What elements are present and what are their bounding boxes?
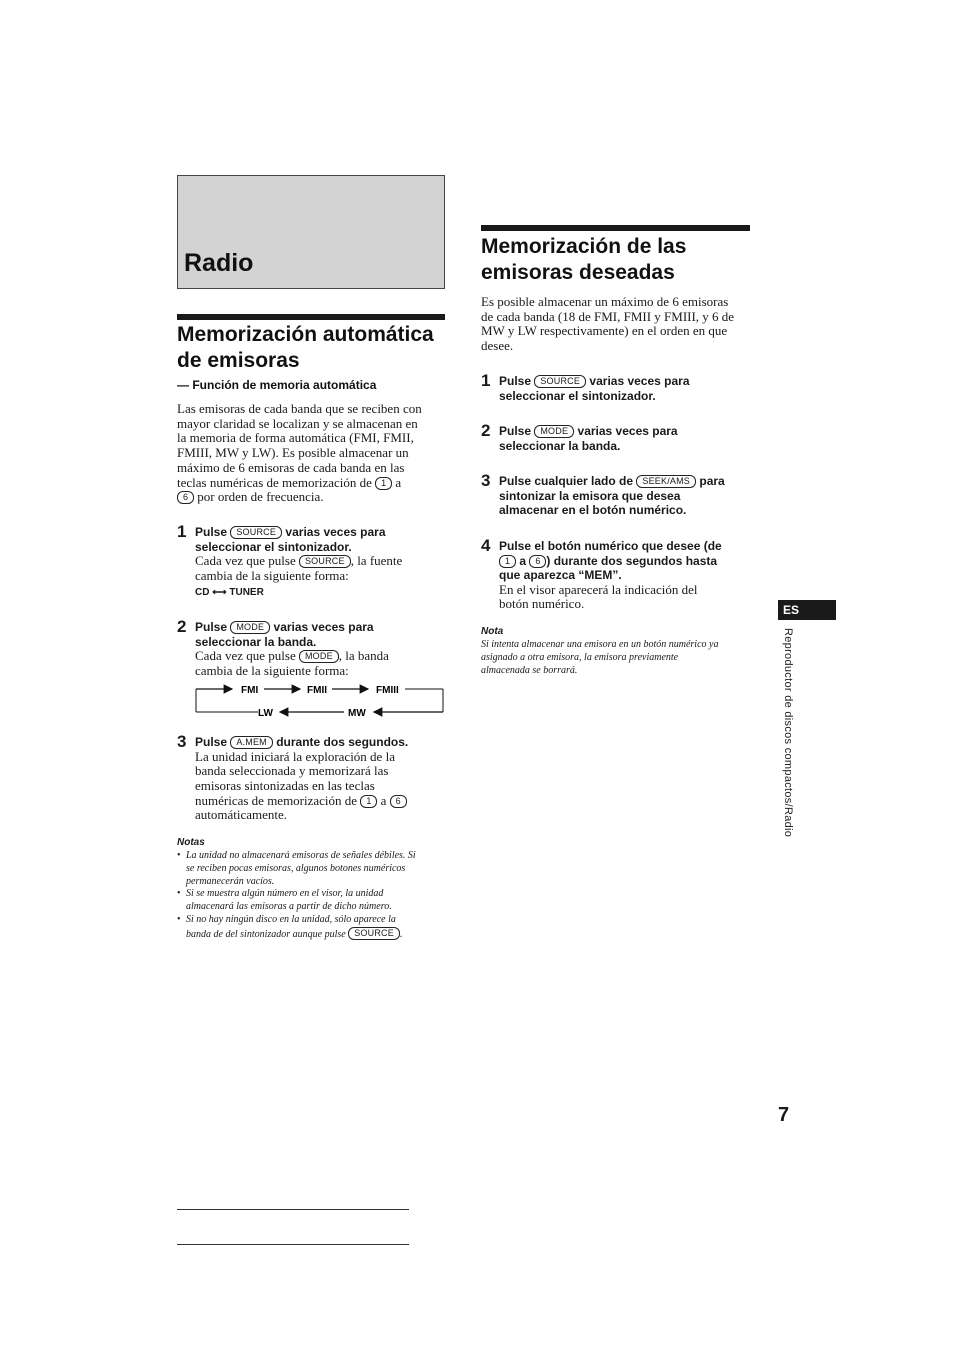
left-subtitle: — Función de memoria automática — [177, 378, 377, 392]
band-lw: LW — [258, 708, 273, 719]
step-number: 4 — [481, 536, 491, 555]
mode-key: MODE — [230, 621, 270, 634]
source-key: SOURCE — [534, 375, 586, 388]
amem-key: A.MEM — [230, 736, 273, 749]
heading-rule — [177, 314, 445, 320]
band-mw: MW — [348, 708, 366, 719]
number-key-1: 1 — [499, 555, 516, 568]
note-title: Nota — [481, 626, 504, 637]
step-number: 3 — [481, 471, 491, 490]
step-number: 2 — [177, 617, 187, 636]
footer-line — [177, 1209, 409, 1210]
side-section-label: Reproductor de discos compactos/Radio — [782, 628, 794, 838]
band-cycle-diagram — [194, 680, 446, 720]
number-key-6: 6 — [390, 795, 407, 808]
mode-key: MODE — [534, 425, 574, 438]
language-tab: ES — [778, 600, 836, 620]
notes-list — [177, 850, 447, 942]
right-intro: Es posible almacenar un máximo de 6 emisoras de cada banda (18 de FMI, FMII y FMIII, y 6 de MW y LW respectivamente) en el orden en que desee. — [481, 294, 735, 354]
page-number: 7 — [778, 1104, 790, 1126]
left-heading: Memorización automática de emisoras — [177, 323, 434, 372]
step-number: 2 — [481, 421, 491, 440]
number-key-6: 6 — [177, 491, 194, 504]
source-key: SOURCE — [230, 526, 282, 539]
section-title: Radio — [184, 249, 254, 277]
number-key-6: 6 — [529, 555, 546, 568]
step-number: 1 — [177, 522, 187, 541]
band-fmi: FMI — [241, 685, 259, 696]
heading-rule — [481, 225, 750, 231]
number-key-1: 1 — [375, 477, 392, 490]
source-key: SOURCE — [348, 927, 400, 940]
band-fmiii: FMIII — [376, 685, 399, 696]
left-intro: Las emisoras de cada banda que se reciben con mayor claridad se localizan y se almacenan en la memoria de forma automática (FMI, FMII, FMIII, MW y LW). Es posible almacenar un máximo de 6 emisoras de cada banda en las teclas numéricas de memorización de 1 a 6 por orden de frecuencia. — [177, 401, 422, 505]
step-number: 1 — [481, 371, 491, 390]
section-header-box — [177, 175, 445, 289]
note-item: • Si no hay ningún disco en la unidad, sólo aparece la banda de del sintonizador aunque pulse SOURCE . — [177, 914, 447, 942]
number-key-1: 1 — [360, 795, 377, 808]
step-number: 3 — [177, 732, 187, 751]
note-text: Si intenta almacenar una emisora en un botón numérico ya asignado a otra emisora, la emisora previamente almacenada se borrará. — [481, 639, 719, 676]
bidirectional-arrow-icon: ⟷ — [212, 587, 227, 599]
note-item: • La unidad no almacenará emisoras de señales débiles. Si se reciben pocas emisoras, algunos botones numéricos permanecerán vacíos. — [177, 850, 447, 888]
footer-line — [177, 1244, 409, 1245]
notes-title: Notas — [177, 837, 205, 848]
source-key: SOURCE — [299, 555, 351, 568]
note-item: • Si se muestra algún número en el visor, la unidad almacenará las emisoras a partir de dicho número. — [177, 888, 447, 914]
seek-ams-key: SEEK/AMS — [636, 475, 696, 488]
mode-key: MODE — [299, 650, 339, 663]
band-fmii: FMII — [307, 685, 327, 696]
right-heading: Memorización de las emisoras deseadas — [481, 235, 687, 284]
